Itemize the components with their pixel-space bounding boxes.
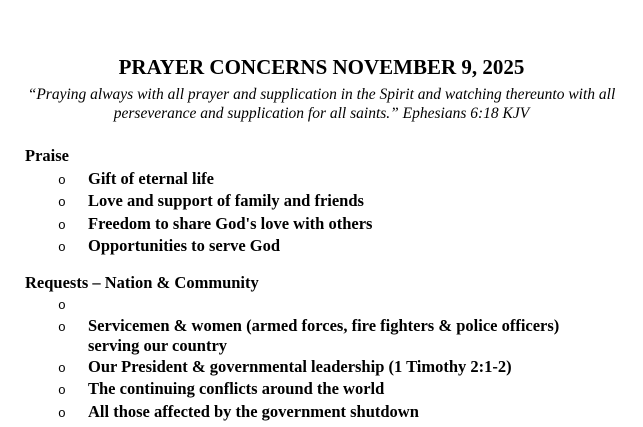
requests-list [25, 296, 623, 424]
list-item-text: Freedom to share God's love with others [88, 213, 373, 233]
bullet-circle-icon: o [58, 195, 66, 211]
list-item [25, 316, 623, 357]
list-item [25, 169, 623, 191]
list-item-text: Servicemen & women (armed forces, fire fighters & police officers) serving our country [88, 316, 560, 356]
bullet-circle-icon: o [58, 320, 66, 336]
section-requests-nation-community [25, 272, 623, 424]
list-item [25, 357, 623, 379]
scripture-quote: “Praying always with all prayer and supplication in the Spirit and watching thereunto with all perseverance and supplication for all saints.” Ephesians 6:18 KJV [27, 86, 616, 122]
list-item-text: The continuing conflicts around the world [88, 379, 385, 399]
list-item [25, 214, 623, 236]
list-item-text: Opportunities to serve God [88, 236, 281, 256]
bullet-circle-icon: o [58, 405, 66, 421]
document-body [25, 145, 623, 424]
document-title: PRAYER CONCERNS NOVEMBER 9, 2025 [118, 55, 525, 79]
list-item-text: All those affected by the government shutdown [88, 401, 419, 421]
bullet-circle-icon: o [58, 173, 66, 188]
section-praise [25, 145, 623, 259]
praise-list [25, 169, 623, 259]
bullet-circle-icon: o [58, 217, 66, 233]
list-item [25, 191, 623, 213]
bullet-circle-icon: o [58, 383, 66, 399]
bullet-circle-icon: o [58, 240, 66, 256]
section-heading-praise: Praise [25, 146, 69, 165]
list-item-empty [25, 296, 623, 316]
list-item-text: Our President & governmental leadership (1 Timothy 2:1-2) [88, 356, 512, 376]
bullet-circle-icon: o [58, 360, 66, 376]
list-item-text: Love and support of family and friends [88, 191, 364, 211]
list-item-text: Gift of eternal life [88, 169, 214, 188]
list-item [25, 236, 623, 258]
list-item [25, 379, 623, 401]
list-item [25, 402, 623, 424]
bullet-circle-icon: o [58, 297, 66, 313]
section-heading-requests: Requests – Nation & Community [25, 272, 259, 292]
